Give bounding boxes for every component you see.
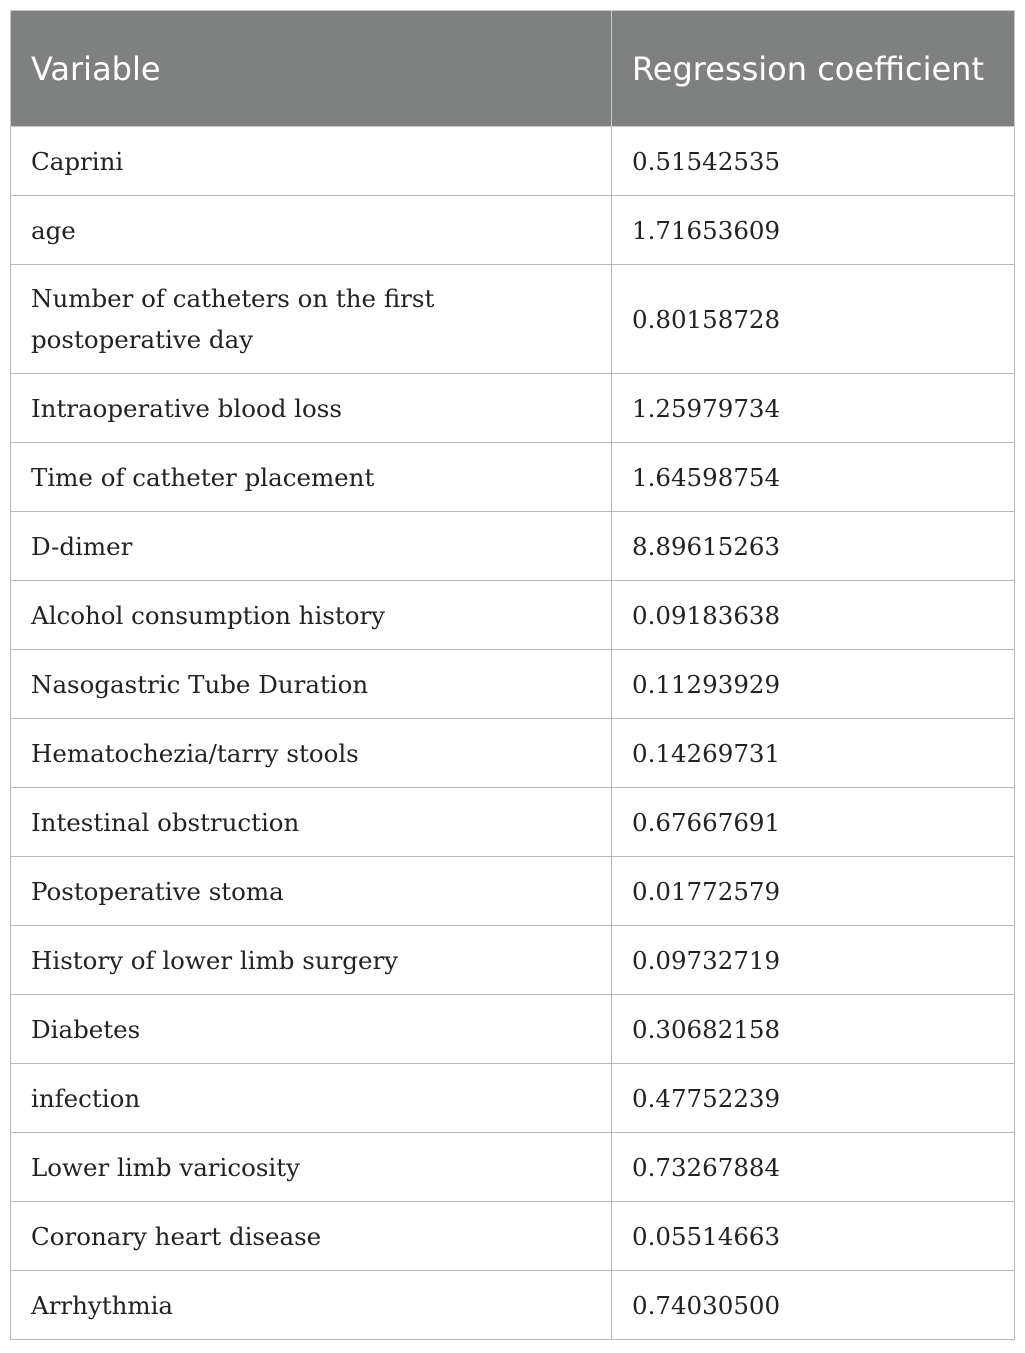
table-row	[11, 265, 1015, 374]
variable-cell: Arrhythmia	[11, 1271, 612, 1340]
variable-cell: Diabetes	[11, 995, 612, 1064]
table-row	[11, 719, 1015, 788]
coefficient-cell: 0.67667691	[612, 788, 1015, 857]
coefficient-cell: 1.71653609	[612, 196, 1015, 265]
coefficient-cell: 0.01772579	[612, 857, 1015, 926]
table-row	[11, 1064, 1015, 1133]
coefficient-cell: 0.47752239	[612, 1064, 1015, 1133]
table-row	[11, 857, 1015, 926]
coefficient-cell: 0.30682158	[612, 995, 1015, 1064]
variable-cell: Number of catheters on the first postoperative day	[11, 265, 612, 374]
table-header	[11, 11, 1015, 127]
variable-cell: Postoperative stoma	[11, 857, 612, 926]
variable-cell: Intraoperative blood loss	[11, 374, 612, 443]
table-row	[11, 1202, 1015, 1271]
coefficient-cell: 8.89615263	[612, 512, 1015, 581]
table-row	[11, 995, 1015, 1064]
coefficient-cell: 0.14269731	[612, 719, 1015, 788]
coefficient-cell: 1.64598754	[612, 443, 1015, 512]
variable-cell: Alcohol consumption history	[11, 581, 612, 650]
table-row	[11, 127, 1015, 196]
variable-cell: Time of catheter placement	[11, 443, 612, 512]
coefficient-cell: 1.25979734	[612, 374, 1015, 443]
variable-cell: age	[11, 196, 612, 265]
table-body	[11, 127, 1015, 1340]
table-row	[11, 1133, 1015, 1202]
table-row	[11, 196, 1015, 265]
coefficient-cell: 0.09732719	[612, 926, 1015, 995]
coefficient-cell: 0.73267884	[612, 1133, 1015, 1202]
regression-table-container	[10, 10, 1014, 1340]
variable-cell: History of lower limb surgery	[11, 926, 612, 995]
column-header-regression-coefficient: Regression coefficient	[612, 11, 1015, 127]
variable-cell: D-dimer	[11, 512, 612, 581]
coefficient-cell: 0.11293929	[612, 650, 1015, 719]
coefficient-cell: 0.74030500	[612, 1271, 1015, 1340]
table-row	[11, 512, 1015, 581]
variable-cell: Coronary heart disease	[11, 1202, 612, 1271]
variable-cell: Intestinal obstruction	[11, 788, 612, 857]
table-row	[11, 1271, 1015, 1340]
coefficient-cell: 0.05514663	[612, 1202, 1015, 1271]
coefficient-cell: 0.09183638	[612, 581, 1015, 650]
header-row	[11, 11, 1015, 127]
coefficient-cell: 0.80158728	[612, 265, 1015, 374]
table-row	[11, 650, 1015, 719]
coefficient-cell: 0.51542535	[612, 127, 1015, 196]
table-row	[11, 443, 1015, 512]
variable-cell: Lower limb varicosity	[11, 1133, 612, 1202]
variable-cell: Caprini	[11, 127, 612, 196]
variable-cell: Hematochezia/tarry stools	[11, 719, 612, 788]
variable-cell: infection	[11, 1064, 612, 1133]
table-row	[11, 926, 1015, 995]
table-row	[11, 374, 1015, 443]
variable-cell: Nasogastric Tube Duration	[11, 650, 612, 719]
column-header-variable: Variable	[11, 11, 612, 127]
table-row	[11, 581, 1015, 650]
regression-coefficient-table	[10, 10, 1015, 1340]
table-row	[11, 788, 1015, 857]
